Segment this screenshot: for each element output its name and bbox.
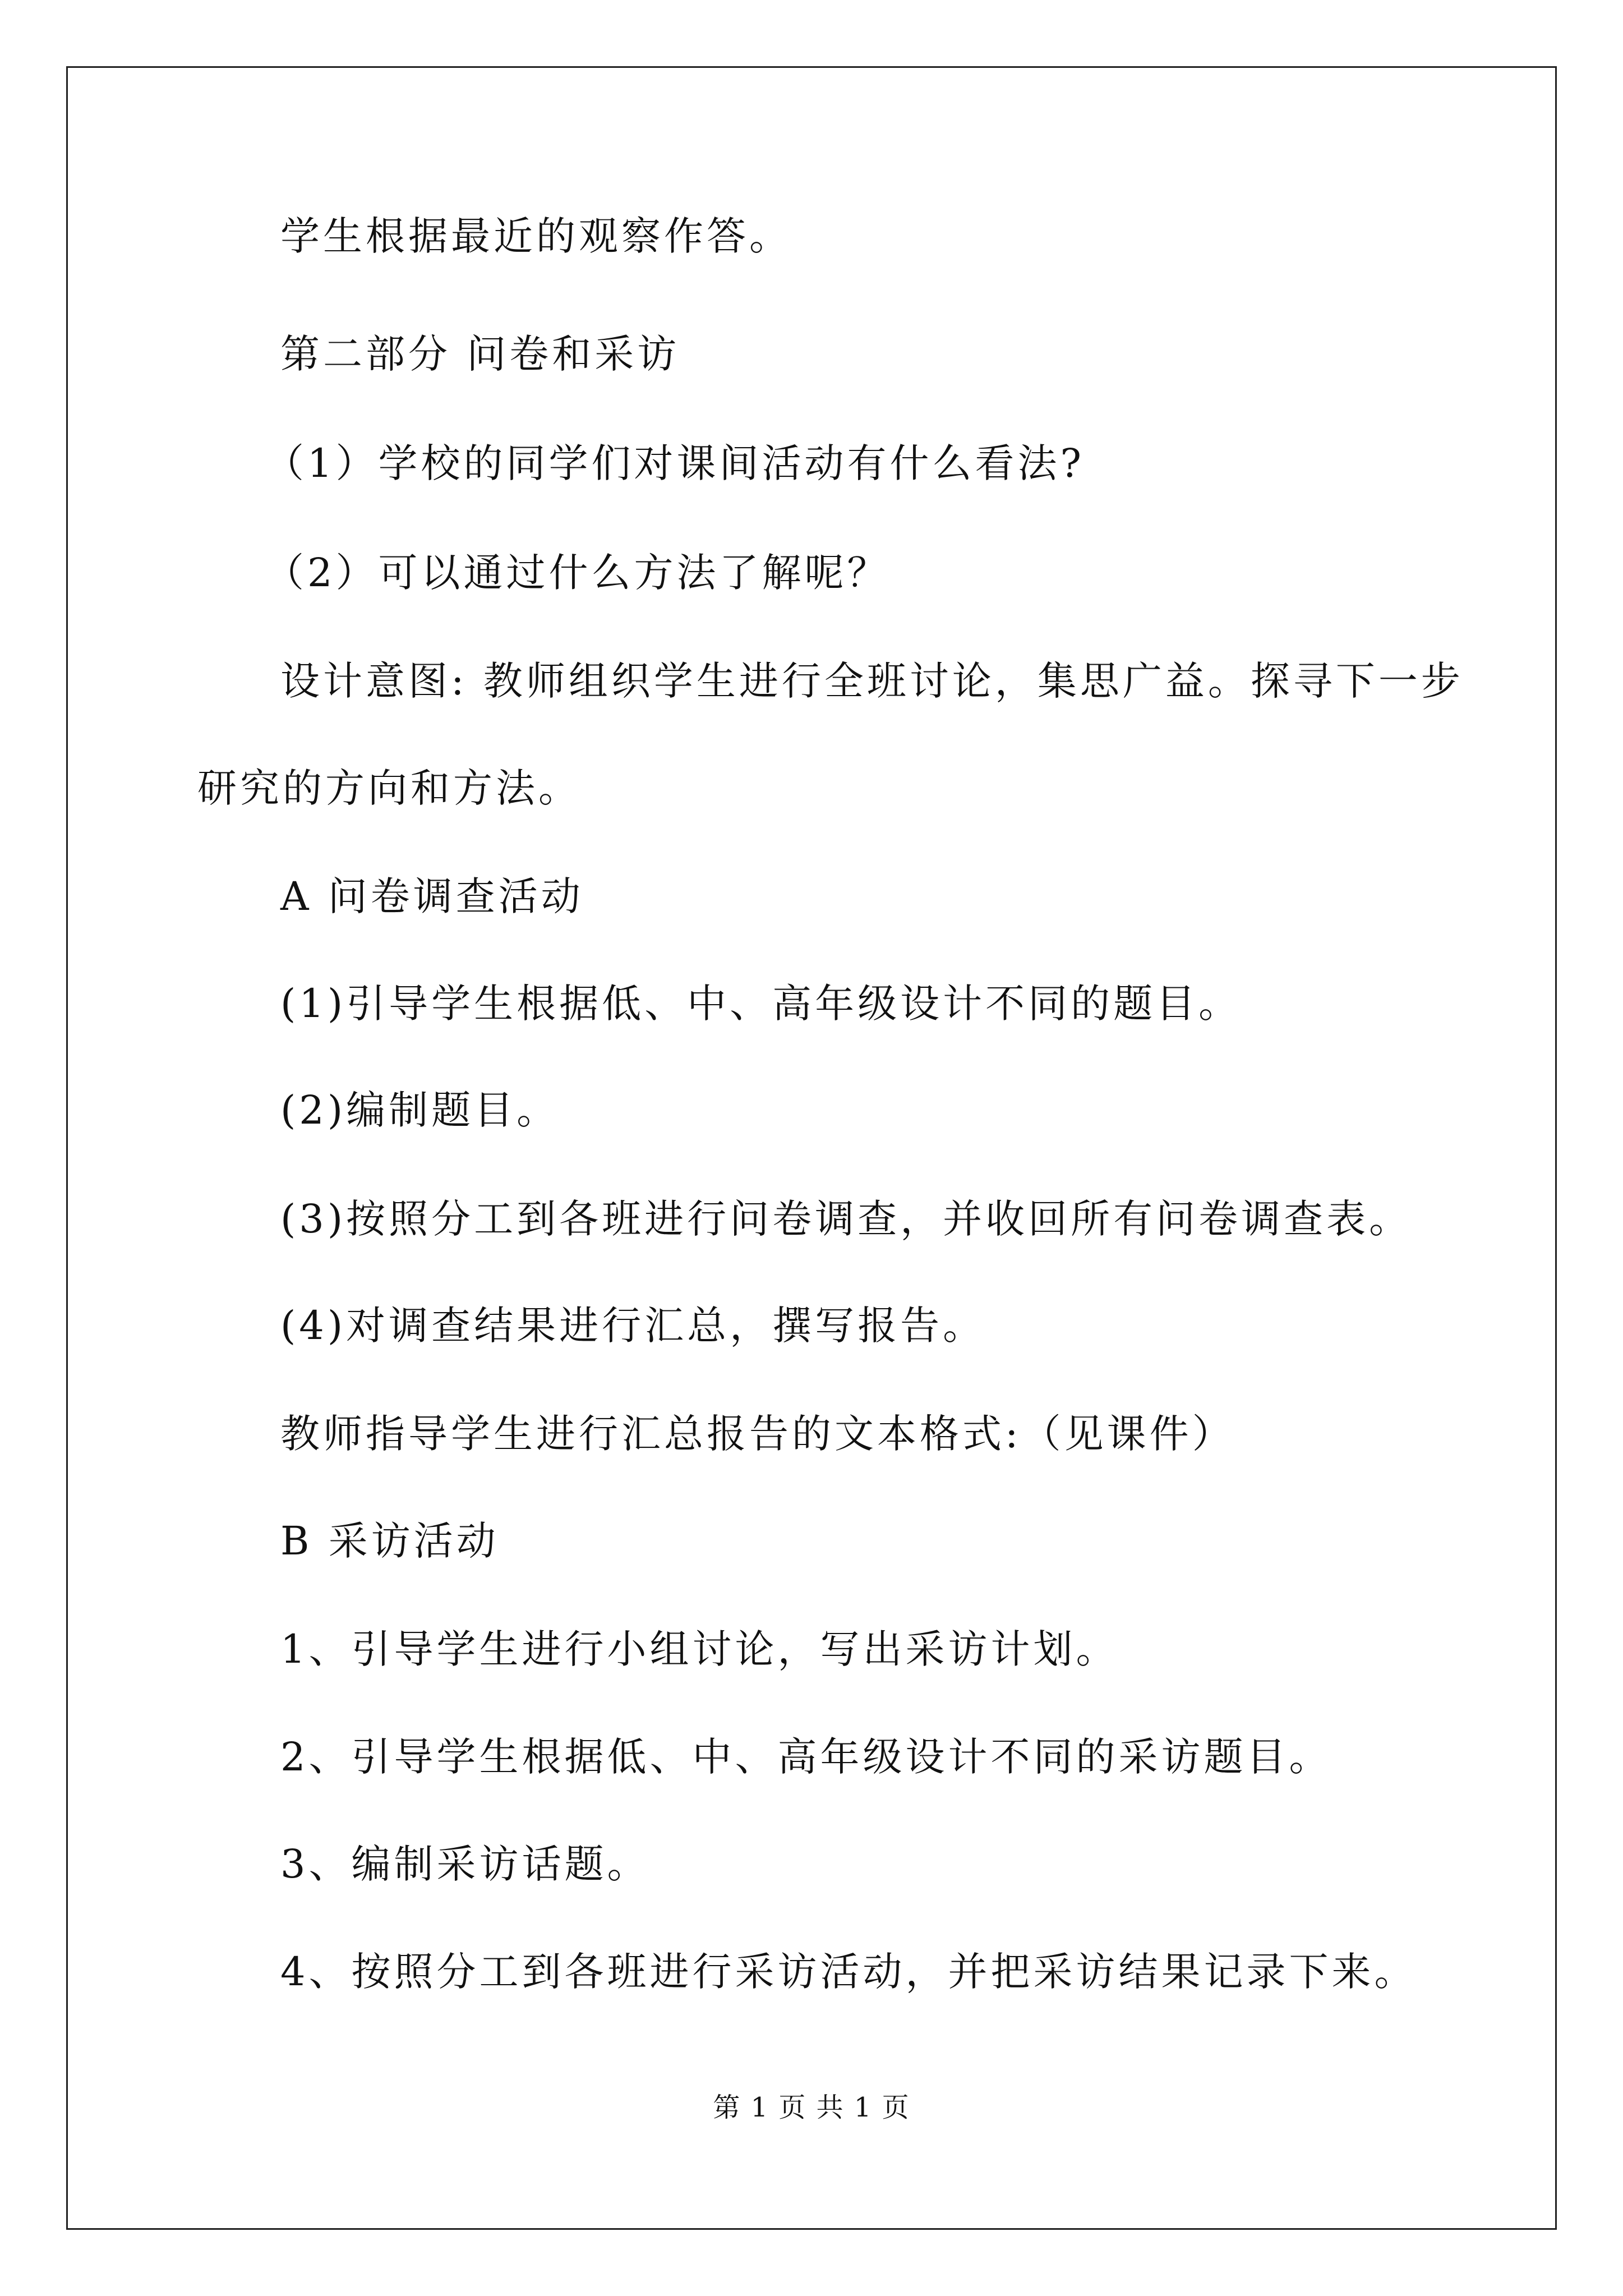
text-line: 设计意图: 教师组织学生进行全班讨论，集思广益。探寻下一步 xyxy=(280,658,1464,704)
text-line: (4)对调查结果进行汇总，撰写报告。 xyxy=(280,1303,986,1349)
text-line: 4、按照分工到各班进行采访活动，并把采访结果记录下来。 xyxy=(280,1949,1417,1995)
subsection-heading: B 采访活动 xyxy=(280,1518,499,1564)
text-line: （1）学校的同学们对课间活动有什么看法? xyxy=(265,440,1085,486)
section-heading: 第二部分 问卷和采访 xyxy=(280,331,680,377)
text-line: （2）可以通过什么方法了解呢？ xyxy=(265,550,890,596)
page-footer: 第 1 页 共 1 页 xyxy=(713,2092,910,2123)
text-line: (2)编制题目。 xyxy=(280,1087,560,1133)
text-line: 教师指导学生进行汇总报告的文本格式:（见课件） xyxy=(280,1411,1235,1457)
text-line: 学生根据最近的观察作答。 xyxy=(280,213,792,259)
text-line: 2、引导学生根据低、中、高年级设计不同的采访题目。 xyxy=(280,1734,1332,1780)
text-line: 3、编制采访话题。 xyxy=(280,1841,650,1887)
subsection-heading: A 问卷调查活动 xyxy=(280,873,584,919)
text-line: 1、引导学生进行小组讨论，写出采访计划。 xyxy=(280,1626,1119,1672)
text-line: 研究的方向和方法。 xyxy=(197,765,581,811)
text-line: (3)按照分工到各班进行问卷调查，并收回所有问卷调查表。 xyxy=(280,1196,1412,1242)
text-line: (1)引导学生根据低、中、高年级设计不同的题目。 xyxy=(280,981,1242,1027)
page-border xyxy=(66,66,1557,2230)
